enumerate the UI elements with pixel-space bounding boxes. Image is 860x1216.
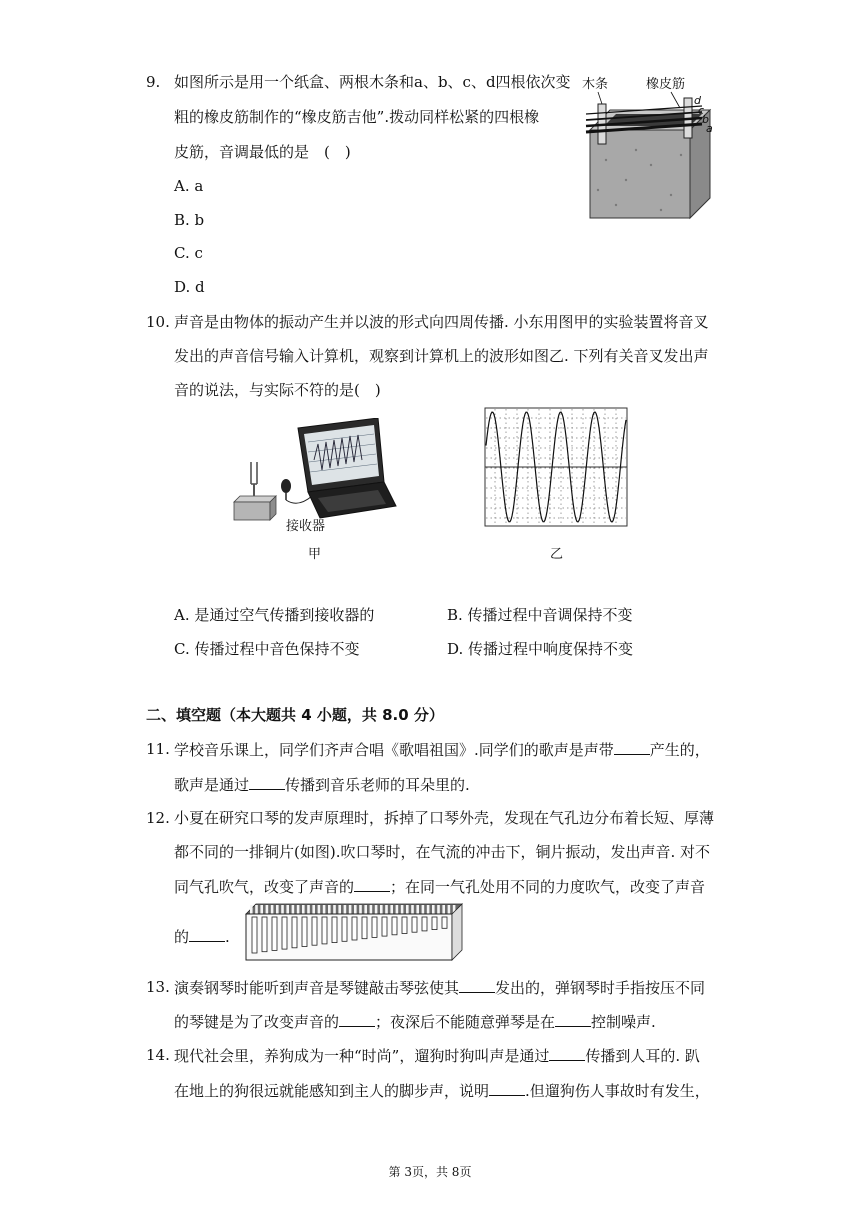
q10-option-c: C. 传播过程中音色保持不变 bbox=[174, 640, 360, 658]
q12-line-2: 都不同的一排铜片(如图).吹口琴时，在气流的冲击下，铜片振动，发出声音. 对不 bbox=[174, 843, 711, 861]
q11-blank-1[interactable] bbox=[614, 739, 650, 755]
q14-number: 14. bbox=[146, 1046, 170, 1064]
q11-line-1: 学校音乐课上，同学们齐声合唱《歌唱祖国》.同学们的歌声是声带 产生的， bbox=[174, 741, 710, 759]
q12-blank-2[interactable] bbox=[189, 926, 225, 942]
q13-blank-3[interactable] bbox=[555, 1011, 591, 1027]
q10-option-b: B. 传播过程中音调保持不变 bbox=[447, 606, 633, 624]
q9-option-d: D. d bbox=[174, 278, 205, 296]
q10-line-3: 音的说法，与实际不符的是( ) bbox=[174, 381, 381, 399]
rubber-band-guitar-figure bbox=[576, 70, 716, 220]
figure-yi-caption: 乙 bbox=[550, 547, 564, 562]
q12-line-4: 的 . bbox=[174, 928, 230, 946]
q12-line-1: 小夏在研究口琴的发声原理时，拆掉了口琴外壳，发现在气孔边分布着长短、厚薄 bbox=[174, 809, 715, 827]
figure-jia-caption: 甲 bbox=[308, 547, 322, 562]
q13-line-1: 演奏钢琴时能听到声音是琴键敲击琴弦使其 发出的，弹钢琴时手指按压不同 bbox=[174, 979, 706, 997]
wood-stick-label: 木条 bbox=[582, 77, 609, 92]
q10-line-2: 发出的声音信号输入计算机，观察到计算机上的波形如图乙. 下列有关音叉发出声 bbox=[174, 347, 709, 365]
q14-line-1: 现代社会里，养狗成为一种“时尚”，遛狗时狗叫声是通过 传播到人耳的. 趴 bbox=[174, 1047, 700, 1065]
q9-option-a: A. a bbox=[174, 177, 204, 195]
band-b-label: b bbox=[702, 113, 709, 126]
band-a-label: a bbox=[706, 122, 713, 135]
q13-line-2: 的琴键是为了改变声音的 ；夜深后不能随意弹琴是在 控制噪声. bbox=[174, 1013, 656, 1031]
q10-line-1: 声音是由物体的振动产生并以波的形式向四周传播. 小东用图甲的实验装置将音叉 bbox=[174, 313, 709, 331]
q14-blank-1[interactable] bbox=[549, 1045, 585, 1061]
page-footer: 第 3页，共 8页 bbox=[388, 1165, 472, 1179]
section-title: 二、填空题（本大题共 4 小题，共 8.0 分） bbox=[146, 706, 444, 724]
q13-blank-2[interactable] bbox=[339, 1011, 375, 1027]
q12-blank-1[interactable] bbox=[354, 876, 390, 892]
q11-line-2: 歌声是通过 传播到音乐老师的耳朵里的. bbox=[174, 776, 470, 794]
q9-line-2: 粗的橡皮筋制作的“橡皮筋吉他”.拨动同样松紧的四根橡 bbox=[174, 108, 540, 126]
q11-blank-2[interactable] bbox=[249, 774, 285, 790]
band-d-label: d bbox=[694, 94, 701, 107]
q12-number: 12. bbox=[146, 809, 170, 827]
q11-number: 11. bbox=[146, 740, 170, 758]
q10-number: 10. bbox=[146, 313, 170, 331]
harmonica-reeds-figure bbox=[242, 900, 464, 962]
q9-option-b: B. b bbox=[174, 211, 205, 229]
tuning-fork-laptop-figure bbox=[228, 418, 398, 568]
q13-number: 13. bbox=[146, 978, 170, 996]
q9-line-3: 皮筋，音调最低的是 ( ) bbox=[174, 143, 351, 161]
q14-blank-2[interactable] bbox=[489, 1080, 525, 1096]
q14-line-2: 在地上的狗很远就能感知到主人的脚步声，说明 .但遛狗伤人事故时有发生， bbox=[174, 1082, 710, 1100]
rubber-band-label: 橡皮筋 bbox=[646, 77, 686, 92]
q10-option-d: D. 传播过程中响度保持不变 bbox=[447, 640, 634, 658]
q9-option-c: C. c bbox=[174, 244, 203, 262]
q10-option-a: A. 是通过空气传播到接收器的 bbox=[174, 606, 375, 624]
band-c-label: c bbox=[698, 104, 705, 117]
q9-number: 9. bbox=[146, 73, 161, 91]
waveform-figure bbox=[482, 406, 630, 566]
q13-blank-1[interactable] bbox=[459, 977, 495, 993]
q12-line-3: 同气孔吹气，改变了声音的 ；在同一气孔处用不同的力度吹气，改变了声音 bbox=[174, 878, 706, 896]
receiver-label: 接收器 bbox=[286, 519, 326, 534]
q9-line-1: 如图所示是用一个纸盒、两根木条和a、b、c、d四根依次变 bbox=[174, 73, 571, 91]
